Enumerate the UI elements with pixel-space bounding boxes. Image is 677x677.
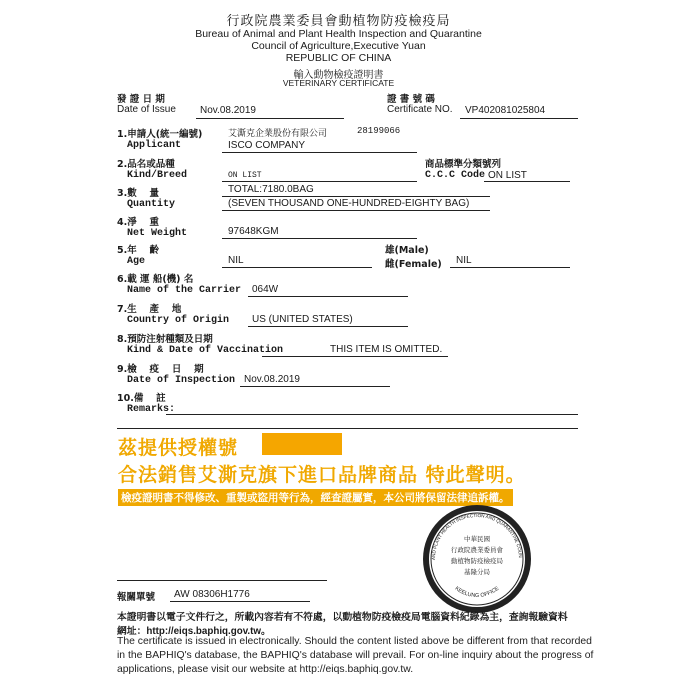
vaccination-label-cn: 8.預防注射種類及日期 xyxy=(117,334,213,345)
seal-bottom-text: KEELUNG OFFICE xyxy=(453,585,501,599)
seal-line-3: 動植物防疫檢疫局 xyxy=(451,557,503,565)
redaction-block xyxy=(262,433,342,455)
ccc-value: ON LIST xyxy=(488,170,527,181)
remarks-label: Remarks: xyxy=(127,404,176,415)
quantity-total: TOTAL:7180.0BAG xyxy=(228,184,314,195)
certificate-title-en: VETERINARY CERTIFICATE xyxy=(282,78,395,88)
sex-value: NIL xyxy=(456,255,472,266)
carrier-value: 064W xyxy=(252,284,279,295)
official-seal xyxy=(421,503,533,615)
carrier-label: Name of the Carrier xyxy=(127,285,242,296)
applicant-id: 28199066 xyxy=(357,126,401,136)
cert-no-label: Certificate NO. xyxy=(387,104,453,115)
overlay-warning-line: 檢疫證明書不得修改、重製或盜用等行為，經查證屬實，本公司將保留法律追訴權。 xyxy=(118,489,513,506)
carrier-label-cn: 6.載 運 船(機) 名 xyxy=(117,274,194,285)
seal-line-1: 中華民國 xyxy=(464,535,490,543)
overlay-statement-line: 合法銷售艾澌克旗下進口品牌商品 特此聲明。 xyxy=(118,464,526,486)
origin-label: Country of Origin xyxy=(127,315,230,326)
ccc-label: C.C.C Code xyxy=(425,170,486,181)
age-label-cn: 5.年 齡 xyxy=(117,245,160,256)
footer-note-cn-2: 網址：http://eiqs.baphiq.gov.tw。 xyxy=(117,626,271,637)
origin-label-cn: 7.生 產 地 xyxy=(117,304,182,315)
ccc-label-cn: 商品標準分類號列 xyxy=(425,159,502,170)
vaccination-label: Kind & Date of Vaccination xyxy=(127,345,284,356)
agency-title-en: Bureau of Animal and Plant Health Inspection and Quarantine xyxy=(195,28,482,40)
weight-label-cn: 4.淨 重 xyxy=(117,217,160,228)
agency-title-cn: 行政院農業委員會動植物防疫檢疫局 xyxy=(226,14,451,29)
footer-note-en-3: applications, please visit our website at http://eiqs.baphiq.gov.tw. xyxy=(117,664,414,675)
issue-date-label: Date of Issue xyxy=(117,104,176,115)
overlay-authorization-line: 茲提供授權號 xyxy=(118,437,239,459)
issue-date-value: Nov.08.2019 xyxy=(200,105,256,116)
product-label: Kind/Breed xyxy=(127,170,188,181)
inspection-label-cn: 9.檢 疫 日 期 xyxy=(117,364,204,375)
issue-date-label-cn: 發 證 日 期 xyxy=(117,94,165,105)
female-label: 雌(Female) xyxy=(385,259,442,270)
footer-note-en-1: The certificate is issued in electronically. Should the content listed above be different from that recorded xyxy=(117,636,592,647)
inspection-value: Nov.08.2019 xyxy=(244,374,300,385)
certificate-title-cn: 輸入動物檢疫證明書 xyxy=(293,70,384,81)
country-name: REPUBLIC OF CHINA xyxy=(285,52,392,64)
applicant-name-cn: 艾澌克企業股份有限公司 xyxy=(228,129,328,139)
product-label-cn: 2.品名或品種 xyxy=(117,159,175,170)
footer-note-en-2: in the BAPHIQ's database, the BAPHIQ's database will prevail. For on-line inquiry about the progress of xyxy=(117,650,594,661)
declaration-label: 報關單號 xyxy=(117,592,156,603)
male-label: 雄(Male) xyxy=(385,245,429,256)
quantity-label: Quantity xyxy=(127,199,176,210)
quantity-words: (SEVEN THOUSAND ONE-HUNDRED-EIGHTY BAG) xyxy=(228,198,470,209)
inspection-label: Date of Inspection xyxy=(127,375,236,386)
weight-value: 97648KGM xyxy=(228,226,279,237)
weight-label: Net Weight xyxy=(127,228,188,239)
council-title-en: Council of Agriculture,Executive Yuan xyxy=(251,40,426,52)
footer-note-cn-1: 本證明書以電子文件行之，所載內容若有不符處，以動植物防疫檢疫局電腦資料紀錄為主，查詢報驗資料 xyxy=(117,612,568,623)
applicant-label-cn: 1.申請人(統一編號) xyxy=(117,129,203,140)
seal-line-4: 基隆分局 xyxy=(464,568,490,576)
applicant-name-en: ISCO COMPANY xyxy=(228,140,306,151)
seal-line-2: 行政院農業委員會 xyxy=(451,546,503,554)
cert-no-label-cn: 證 書 號 碼 xyxy=(387,94,435,105)
age-value: NIL xyxy=(228,255,244,266)
declaration-value: AW 08306H1776 xyxy=(174,589,250,600)
applicant-label: Applicant xyxy=(127,140,182,151)
seal-top-text: AND PLANT HEALTH INSPECTION AND QUARANTINE COUN xyxy=(430,512,524,561)
age-label: Age xyxy=(127,256,146,267)
cert-no-value: VP402081025804 xyxy=(465,105,546,116)
quantity-label-cn: 3.數 量 xyxy=(117,188,160,199)
vaccination-value: THIS ITEM IS OMITTED. xyxy=(330,344,443,355)
origin-value: US (UNITED STATES) xyxy=(252,314,353,325)
remarks-label-cn: 10.備 註 xyxy=(117,393,166,404)
product-value: ON LIST xyxy=(228,171,262,180)
